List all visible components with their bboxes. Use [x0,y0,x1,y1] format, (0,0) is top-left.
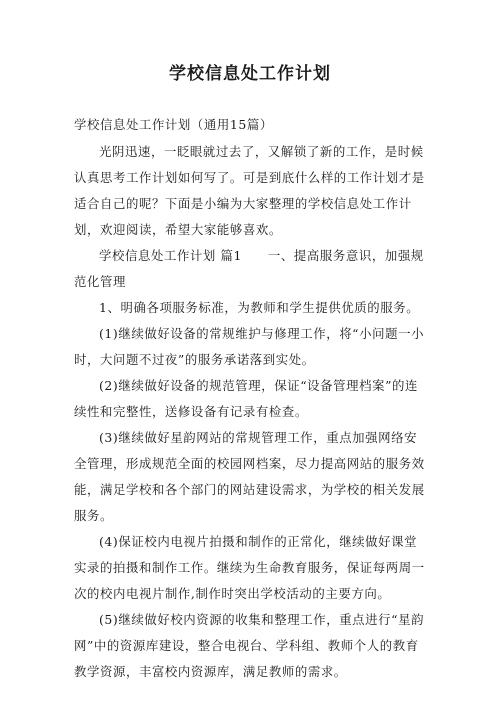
paragraph-subitem-3 [74,425,426,529]
paragraph-text: (2)继续做好设备的规范管理，保证“设备管理档案”的连续性和完整性，送修设备有记录有检查。 [74,378,419,419]
paragraph-subitem-1 [74,321,426,373]
paragraph-section-heading [74,243,426,295]
paragraph-text: (5)继续做好校内资源的收集和整理工作，重点进行“星韵网”中的资源库建设，整合电视台、学科组、教师个人的教育教学资源，丰富校内资源库，满足教师的需求。 [74,612,425,679]
paragraph-subitem-4 [74,529,426,607]
paragraph-subitem-2 [74,373,426,425]
document-title: 学校信息处工作计划 [169,64,331,84]
paragraph-item-1 [74,295,426,321]
paragraph-intro [74,139,426,243]
paragraph-subitem-5 [74,607,426,685]
document-subtitle: 学校信息处工作计划（通用15篇） [74,117,273,132]
paragraph-text: (4)保证校内电视片拍摄和制作的正常化，继续做好课堂实录的拍摄和制作工作。继续为生命教育服务，保证每两周一次的校内电视片制作,制作时突出学校活动的主要方向。 [74,534,425,601]
paragraph-text: 光阴迅速，一眨眼就过去了，又解锁了新的工作，是时候认真思考工作计划如何写了。可是到底什么样的工作计划才是适合自己的呢？下面是小编为大家整理的学校信息处工作计划，欢迎阅读，希望大家能够喜欢。 [74,144,425,237]
paragraph-text: (1)继续做好设备的常规维护与修理工作，将“小问题一小时，大问题不过夜”的服务承诺落到实处。 [74,326,425,367]
paragraph-text: 学校信息处工作计划 篇1 一、提高服务意识，加强规范化管理 [74,248,424,289]
paragraph-text: (3)继续做好星韵网站的常规管理工作，重点加强网络安全管理，形成规范全面的校园网档案，尽力提高网站的服务效能，满足学校和各个部门的网站建设需求，为学校的相关发展服务。 [74,430,425,523]
paragraph-text: 1、明确各项服务标准，为教师和学生提供优质的服务。 [99,300,420,315]
